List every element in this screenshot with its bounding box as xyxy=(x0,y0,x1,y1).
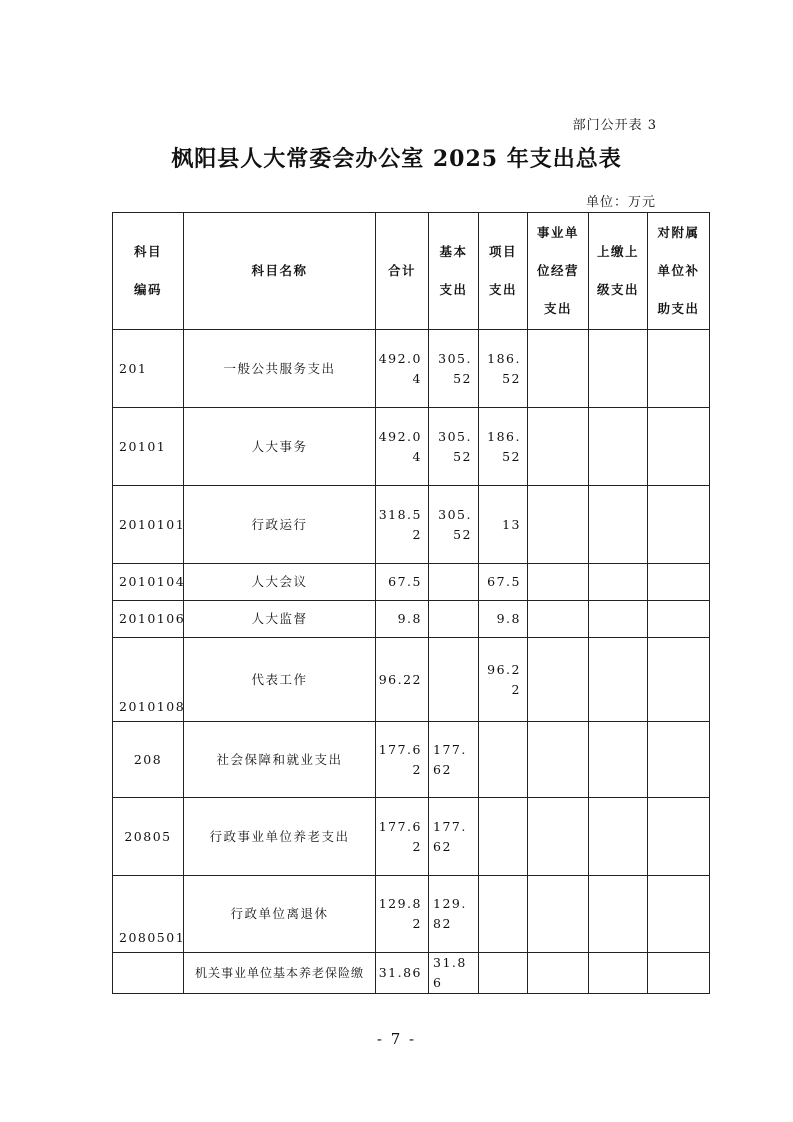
cell-name: 行政事业单位养老支出 xyxy=(184,798,376,876)
header-basic-line: 基本 xyxy=(439,244,468,259)
table-row xyxy=(113,408,710,486)
header-row xyxy=(113,213,710,330)
cell-project xyxy=(479,798,528,876)
header-upper-line: 级支出 xyxy=(596,282,639,297)
cell-code: 2010104 xyxy=(113,564,184,601)
cell-subsidy xyxy=(648,953,710,994)
cell-total: 96.22 xyxy=(376,638,429,722)
header-subsidy-line: 单位补 xyxy=(657,263,700,278)
cell-basic: 305.52 xyxy=(429,330,479,408)
cell-name: 机关事业单位基本养老保险缴 xyxy=(184,953,376,994)
cell-project: 186.52 xyxy=(479,408,528,486)
cell-upper xyxy=(589,564,648,601)
table-row xyxy=(113,722,710,798)
cell-subsidy xyxy=(648,486,710,564)
table-row xyxy=(113,638,710,722)
cell-business xyxy=(528,798,589,876)
cell-total: 31.86 xyxy=(376,953,429,994)
cell-upper xyxy=(589,798,648,876)
cell-project: 67.5 xyxy=(479,564,528,601)
cell-business xyxy=(528,330,589,408)
cell-basic xyxy=(429,564,479,601)
cell-basic: 31.86 xyxy=(429,953,479,994)
cell-code: 2010101 xyxy=(113,486,184,564)
cell-name: 社会保障和就业支出 xyxy=(184,722,376,798)
cell-project xyxy=(479,953,528,994)
cell-business xyxy=(528,564,589,601)
cell-upper xyxy=(589,486,648,564)
table-row xyxy=(113,601,710,638)
cell-business xyxy=(528,876,589,953)
header-business-line: 事业单 xyxy=(536,225,579,240)
page-title: 枫阳县人大常委会办公室 2025 年支出总表 xyxy=(171,146,622,172)
cell-upper xyxy=(589,330,648,408)
cell-total: 318.52 xyxy=(376,486,429,564)
header-total: 合计 xyxy=(376,213,429,330)
cell-basic: 177.62 xyxy=(429,798,479,876)
cell-name: 一般公共服务支出 xyxy=(184,330,376,408)
page-number: - 7 - xyxy=(376,1030,417,1048)
header-name: 科目名称 xyxy=(184,213,376,330)
cell-business xyxy=(528,722,589,798)
cell-business xyxy=(528,638,589,722)
cell-subsidy xyxy=(648,638,710,722)
cell-upper xyxy=(589,722,648,798)
cell-upper xyxy=(589,601,648,638)
cell-project: 9.8 xyxy=(479,601,528,638)
cell-basic: 305.52 xyxy=(429,486,479,564)
header-upper-line: 上缴上 xyxy=(596,244,639,259)
cell-project: 13 xyxy=(479,486,528,564)
cell-business xyxy=(528,601,589,638)
cell-code: 208 xyxy=(113,722,184,798)
cell-basic: 177.62 xyxy=(429,722,479,798)
header-project-line: 支出 xyxy=(488,282,517,297)
table-row xyxy=(113,330,710,408)
cell-basic: 305.52 xyxy=(429,408,479,486)
header-project xyxy=(479,213,528,330)
cell-subsidy xyxy=(648,876,710,953)
table-row xyxy=(113,798,710,876)
header-business xyxy=(528,213,589,330)
cell-subsidy xyxy=(648,330,710,408)
cell-total: 129.82 xyxy=(376,876,429,953)
header-code-line: 科目 xyxy=(133,244,162,259)
cell-code: 2080501 xyxy=(113,876,184,953)
cell-project xyxy=(479,876,528,953)
cell-business xyxy=(528,953,589,994)
cell-project: 186.52 xyxy=(479,330,528,408)
cell-subsidy xyxy=(648,798,710,876)
header-project-line: 项目 xyxy=(488,244,517,259)
header-business-line: 位经营 xyxy=(536,263,579,278)
cell-upper xyxy=(589,408,648,486)
cell-name: 代表工作 xyxy=(184,638,376,722)
cell-total: 177.62 xyxy=(376,798,429,876)
cell-basic: 129.82 xyxy=(429,876,479,953)
header-code-line: 编码 xyxy=(133,282,162,297)
cell-code: 2010108 xyxy=(113,638,184,722)
cell-total: 492.04 xyxy=(376,330,429,408)
cell-business xyxy=(528,408,589,486)
cell-upper xyxy=(589,638,648,722)
table-row xyxy=(113,564,710,601)
cell-code: 2010106 xyxy=(113,601,184,638)
cell-code: 20101 xyxy=(113,408,184,486)
cell-project xyxy=(479,722,528,798)
cell-subsidy xyxy=(648,564,710,601)
header-subsidy-line: 助支出 xyxy=(657,301,700,316)
table-row xyxy=(113,486,710,564)
cell-code: 201 xyxy=(113,330,184,408)
cell-name: 人大事务 xyxy=(184,408,376,486)
expenditure-table xyxy=(112,212,710,994)
cell-total: 492.04 xyxy=(376,408,429,486)
cell-basic xyxy=(429,601,479,638)
unit-label: 单位：万元 xyxy=(585,195,656,210)
cell-name: 人大监督 xyxy=(184,601,376,638)
cell-name: 人大会议 xyxy=(184,564,376,601)
cell-total: 9.8 xyxy=(376,601,429,638)
cell-upper xyxy=(589,876,648,953)
header-subsidy xyxy=(648,213,710,330)
cell-total: 67.5 xyxy=(376,564,429,601)
cell-project: 96.22 xyxy=(479,638,528,722)
cell-code xyxy=(113,953,184,994)
cell-subsidy xyxy=(648,601,710,638)
header-basic xyxy=(429,213,479,330)
cell-subsidy xyxy=(648,722,710,798)
table-row xyxy=(113,953,710,994)
cell-total: 177.62 xyxy=(376,722,429,798)
table-label: 部门公开表 3 xyxy=(572,118,657,133)
cell-basic xyxy=(429,638,479,722)
header-basic-line: 支出 xyxy=(439,282,468,297)
table-row xyxy=(113,876,710,953)
cell-name: 行政运行 xyxy=(184,486,376,564)
header-business-line: 支出 xyxy=(543,301,572,316)
cell-name: 行政单位离退休 xyxy=(184,876,376,953)
cell-upper xyxy=(589,953,648,994)
cell-business xyxy=(528,486,589,564)
header-subsidy-line: 对附属 xyxy=(657,225,700,240)
header-code xyxy=(113,213,184,330)
cell-code: 20805 xyxy=(113,798,184,876)
cell-subsidy xyxy=(648,408,710,486)
header-upper xyxy=(589,213,648,330)
